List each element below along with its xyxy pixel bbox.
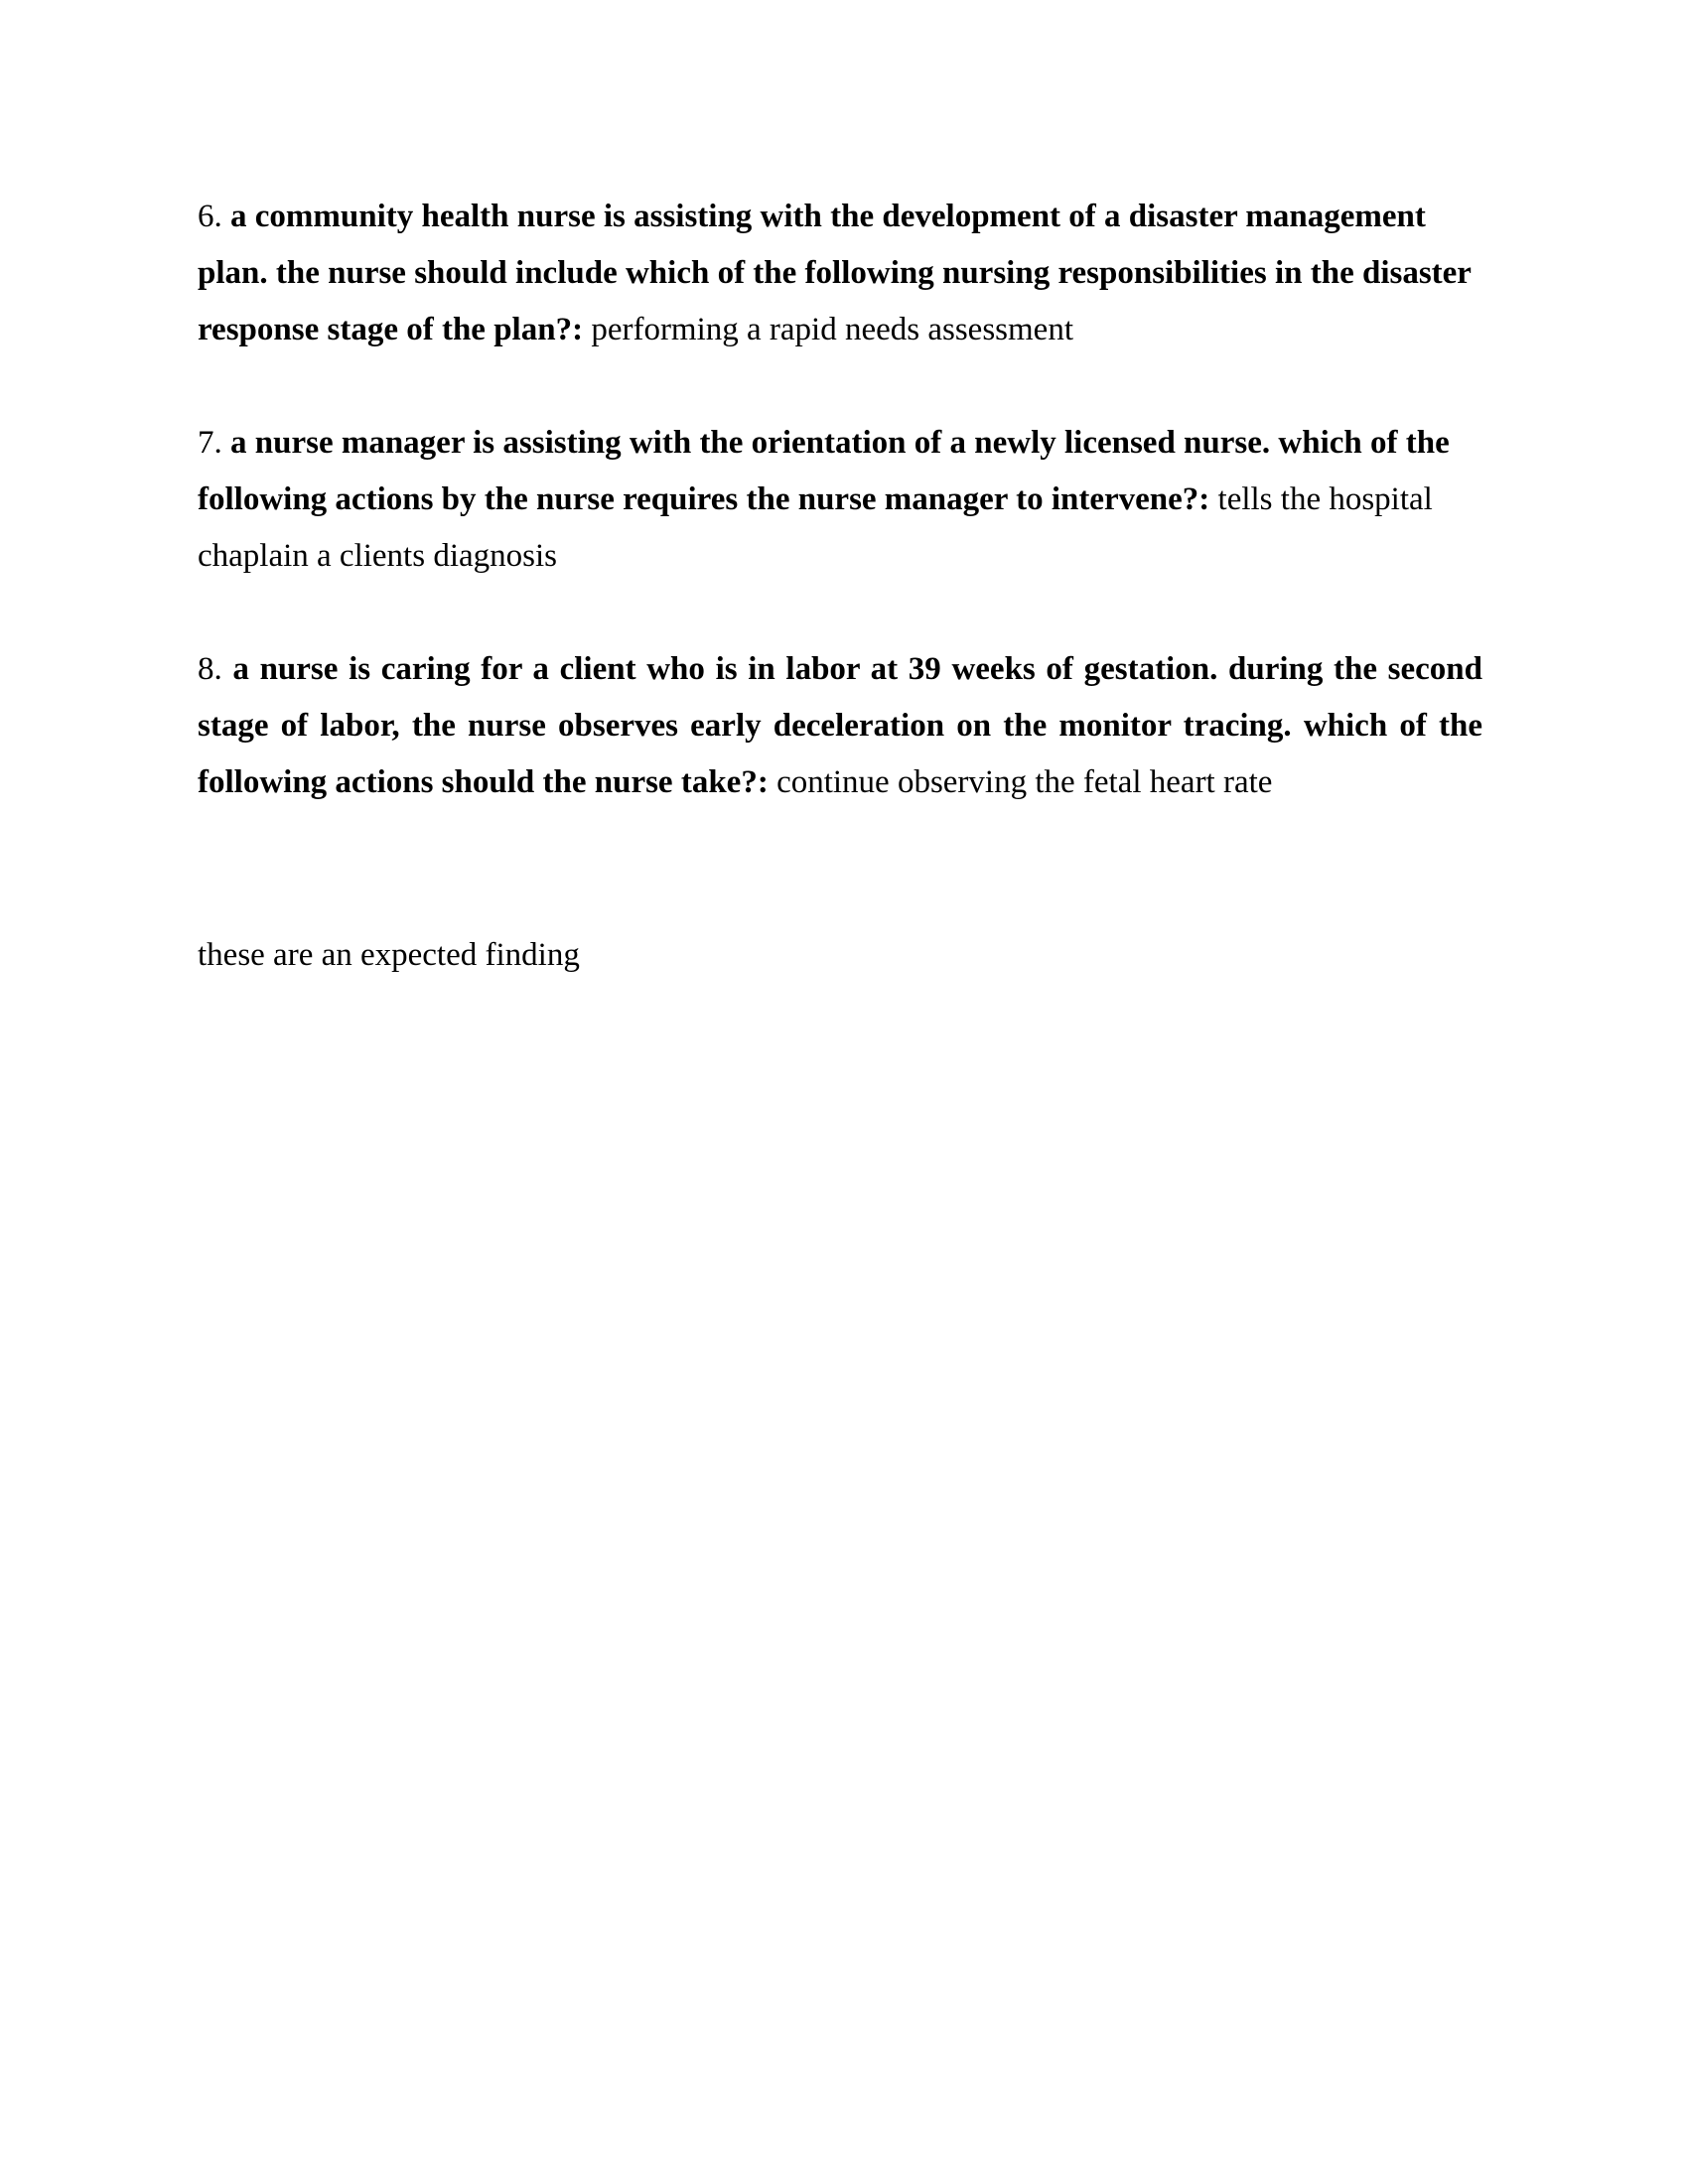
question-item-8 bbox=[198, 641, 1482, 811]
question-item-6 bbox=[198, 189, 1482, 358]
question-text: a nurse is caring for a client who is in labor at 39 weeks of gestation. during the second stage of labor, the nurse observes early deceleration on the monitor tracing. which of the following actions should the nurse take?: bbox=[198, 651, 1483, 800]
question-list bbox=[198, 189, 1482, 868]
answer-text: tells the hospital chaplain a clients diagnosis bbox=[198, 481, 1433, 574]
question-number: 6. bbox=[198, 199, 222, 234]
answer-text: performing a rapid needs assessment bbox=[591, 312, 1073, 347]
question-number: 7. bbox=[198, 425, 222, 461]
question-number: 8. bbox=[198, 651, 222, 687]
answer-text: continue observing the fetal heart rate bbox=[776, 764, 1273, 800]
question-text: a nurse manager is assisting with the orientation of a newly licensed nurse. which of the following actions by the nurse requires the nurse manager to intervene?: bbox=[198, 425, 1450, 517]
question-text: a community health nurse is assisting with the development of a disaster management plan. the nurse should include which of the following nursing responsibilities in the disaster response stage of the plan?: bbox=[198, 199, 1472, 347]
trailing-note: these are an expected finding bbox=[198, 937, 580, 973]
question-item-7 bbox=[198, 415, 1482, 585]
